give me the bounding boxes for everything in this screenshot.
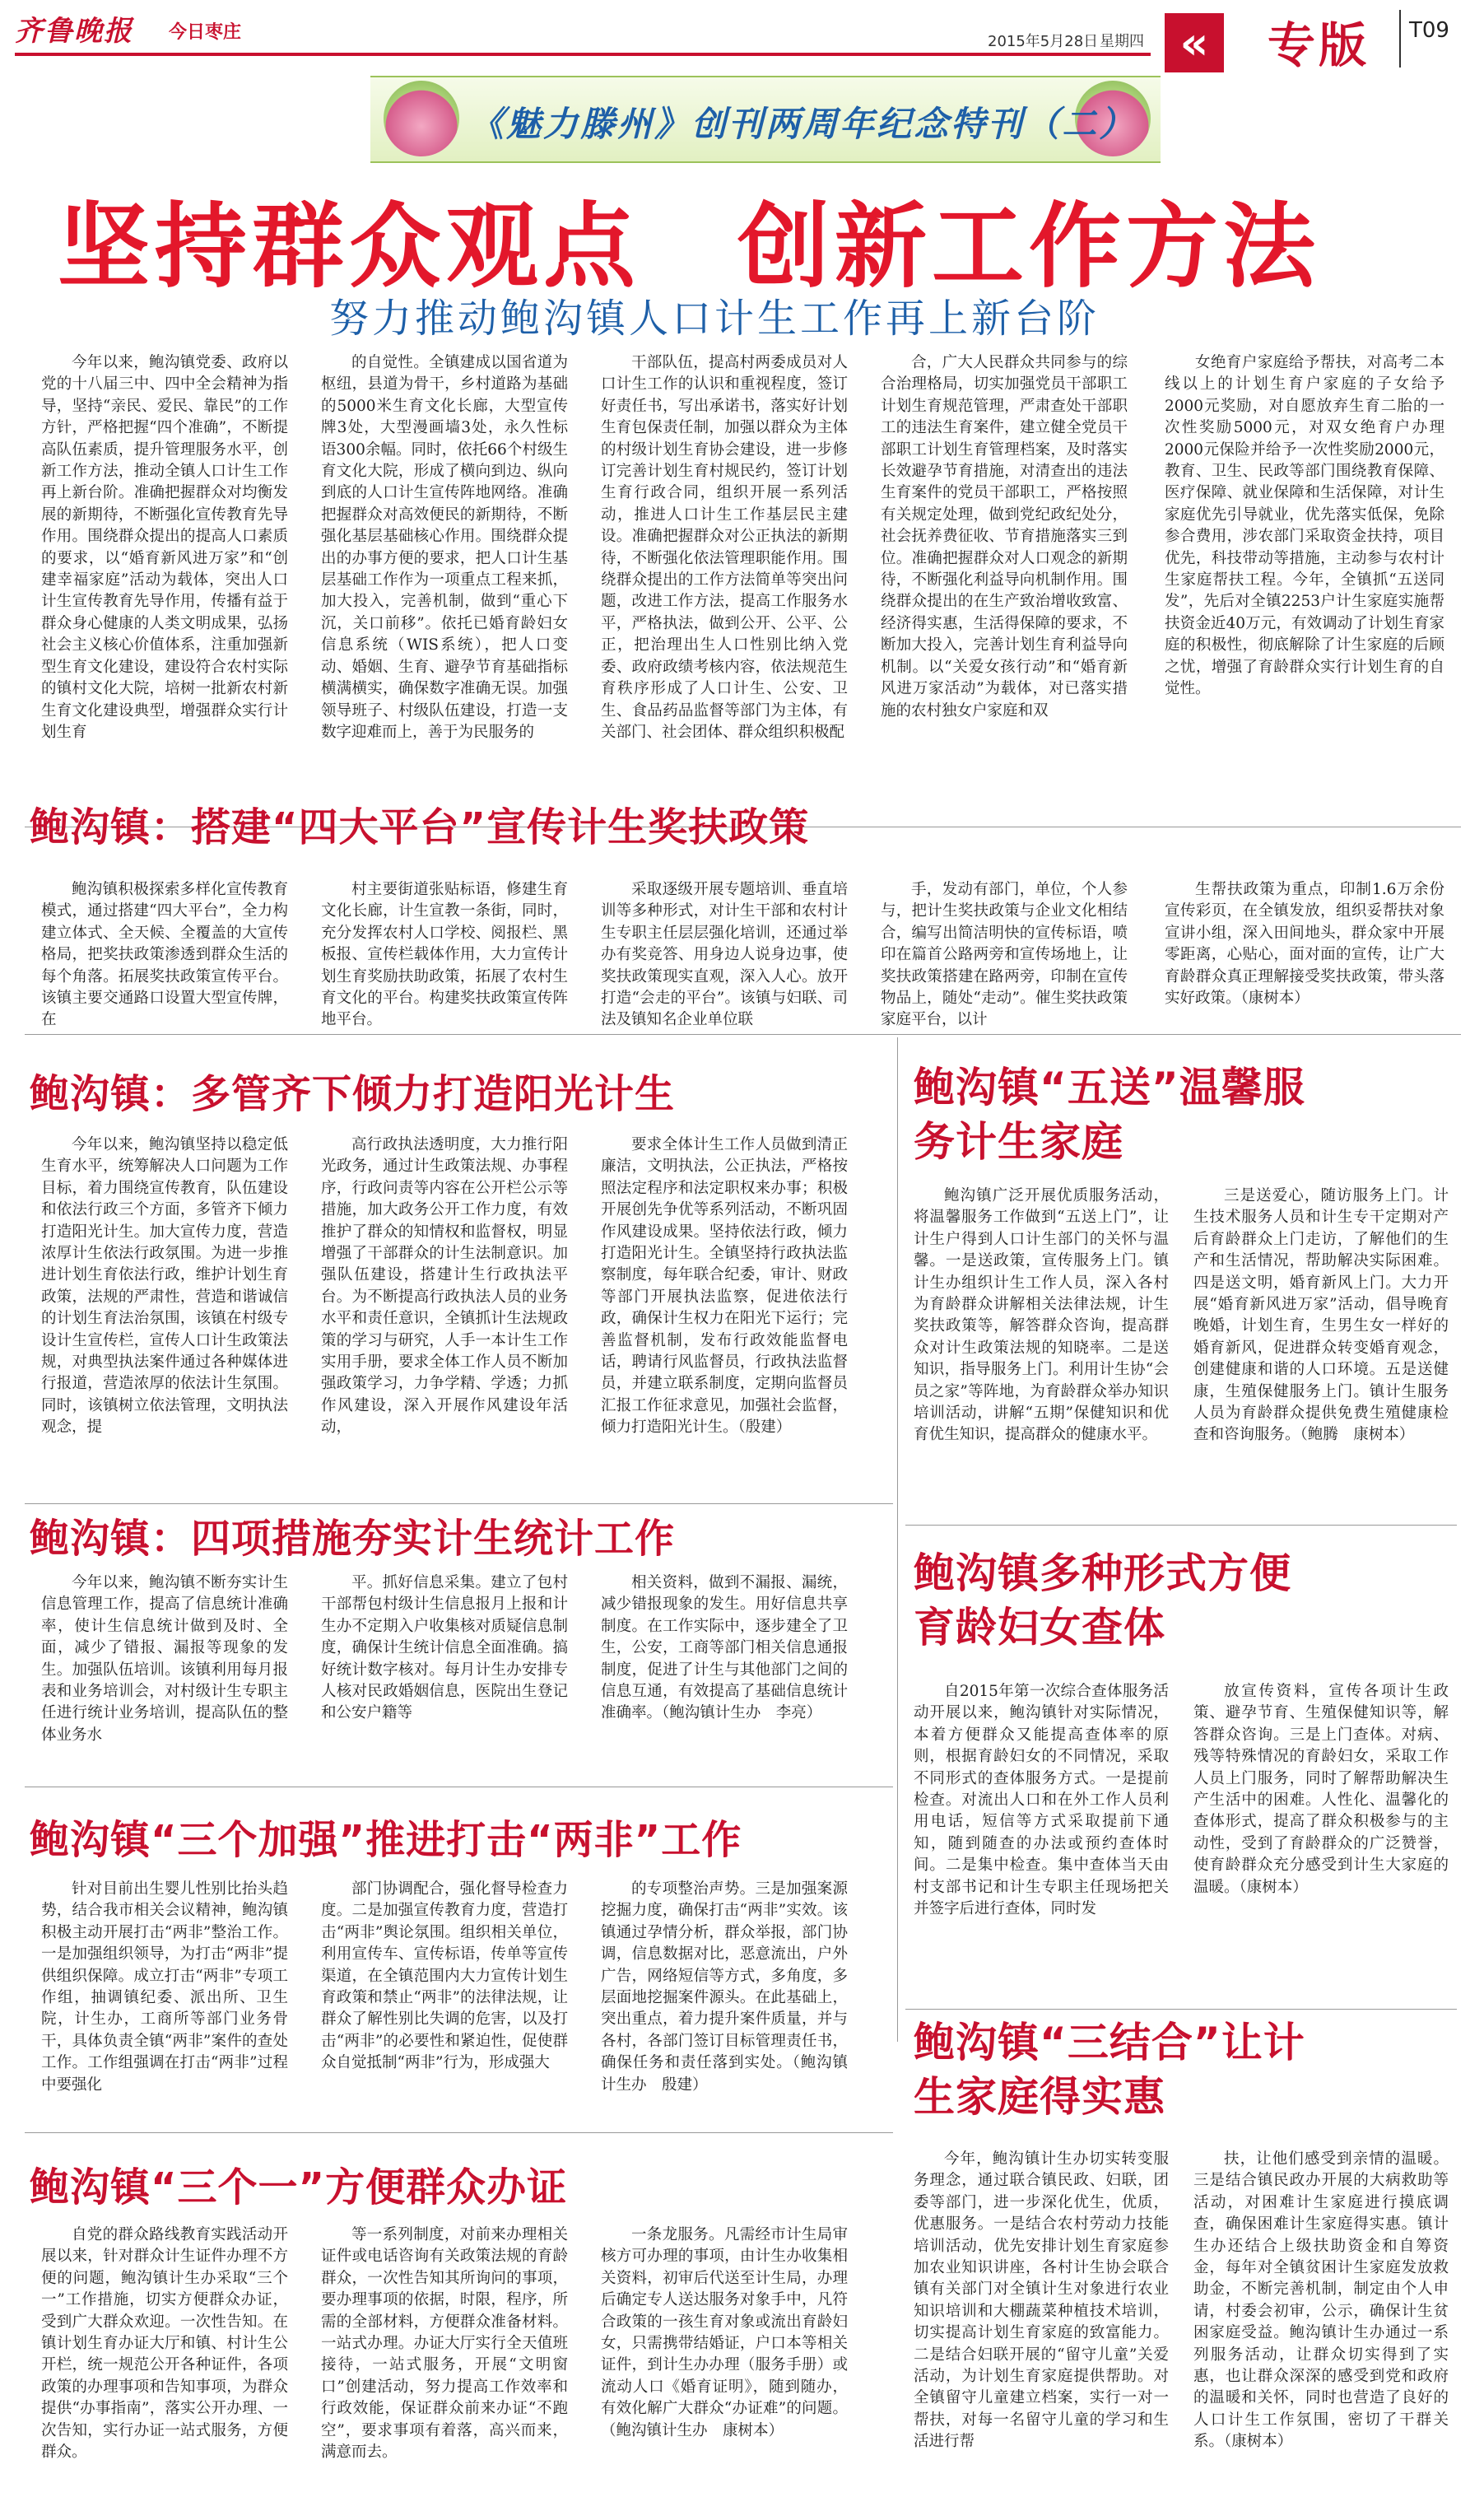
s4-column: 今年以来，鲍沟镇不断夯实计生信息管理工作，提高了信息统计准确率，使计生信息统计做到及时、全面，减少了错报、漏报等现象的发生。加强队伍培训。该镇利用每月报表和业务培训会，对村级计生专职主任进行统计业务培训，提高队伍的整体业务水: [41, 1574, 288, 1744]
sub-headline: 努力推动鲍沟镇人口计生工作再上新台阶: [329, 296, 1100, 342]
section-name: 今日枣庄: [169, 22, 242, 43]
s6-column: 的专项整治声势。三是加强案源挖掘力度，确保打击“两非”实效。该镇通过孕情分析，群众举报，部门协调，信息数据对比，恶意流出，户外广告，网络短信等方式，多角度，多层面地挖掘案件源头。在此基础上，突出重点，着力提升案件质量，并与各村，各部门签订目标管理责任书，确保任务和责任落到实处。（鲍沟镇计生办 殷建）: [601, 1880, 848, 2094]
section-title-five-sends: 鲍沟镇“五送”温馨服务计生家庭: [914, 1064, 1305, 1166]
header-rule: [15, 53, 1151, 56]
special-badge: 专版: [1268, 17, 1370, 73]
s6-column: 部门协调配合，强化督导检查力度。二是加强宣传教育力度，营造打击“两非”舆论氛围。组织相关单位，利用宣传车、宣传标语，传单等宣传渠道，在全镇范围内大力宣传计划生育政策和禁止“两非”的法律法规，让群众了解性别比失调的危害，以及打击“两非”的必要性和紧迫性，促使群众自觉抵制“两非”行为，形成强大: [321, 1880, 568, 2072]
page-number: T09: [1409, 18, 1449, 43]
section-title-checkup: 鲍沟镇多种形式方便育龄妇女查体: [914, 1549, 1291, 1651]
section-rule: [25, 1503, 893, 1504]
s8-column: 等一系列制度，对前来办理相关证件或电话咨询有关政策法规的育龄群众，一次性告知其所询问的事项，要办理事项的依据，时限，程序，所需的全部材料，方便群众准备材料。一站式办理。办证大厅实行全天值班接待，一站式服务，开展“文明窗口”创建活动，努力提高工作效率和行政效能，保证群众前来办证“不跑空”，要求事项有着落，高兴而来，满意而去。: [321, 2226, 568, 2462]
s4-column: 平。抓好信息采集。建立了包村干部帮包村级计生信息报月上报和计生办不定期入户收集核对质疑信息制度，确保计生统计信息全面准确。搞好统计数字核对。每月计生办安排专人核对民政婚姻信息，医院出生登记和公安户籍等: [321, 1574, 568, 1722]
section-rule: [905, 1525, 1457, 1526]
s4-column: 相关资料，做到不漏报、漏统，减少错报现象的发生。用好信息共享制度。在工作实际中，逐步建全了卫生，公安，工商等部门相关信息通报制度，促进了计生与其他部门之间的信息互通，有效提高了基础信息统计准确率。（鲍沟镇计生办 李亮）: [601, 1574, 848, 1722]
s6-column: 针对目前出生婴儿性别比抬头趋势，结合我市相关会议精神，鲍沟镇积极主动开展打击“两非”整治工作。一是加强组织领导，为打击“两非”提供组织保障。成立打击“两非”专项工作组，抽调镇纪委、派出所、卫生院，计生办，工商所等部门业务骨干，具体负责全镇“两非”案件的查处工作。工作组强调在打击“两非”过程中要强化: [41, 1880, 288, 2094]
lead-column: 女绝育户家庭给予帮扶，对高考二本线以上的计划生育户家庭的子女给予2000元奖励，对自愿放弃生育二胎的一次性奖励5000元，对双女绝育户办理2000元保险并给予一次性奖励2000元，教育、卫生、民政等部门围绕教育保障、医疗保障、就业保障和生活保障，对计生家庭优先引导就业，优先落实低保，免除参合费用，涉农部门采取资金扶持，项目优先，科技带动等措施，主动参与农村计生家庭帮扶工程。今年，全镇抓“五送同发”，先后对全镇2253户计生家庭实施帮扶资金近40万元，有效调动了计划生育家庭的积极性，彻底解除了计生家庭的后顾之忧，增强了育龄群众实行计划生育的自觉性。: [1165, 354, 1444, 698]
section-title-three-combinations: 鲍沟镇“三结合”让计生家庭得实惠: [914, 2019, 1305, 2121]
section-title-two-illegal: 鲍沟镇“三个加强”推进打击“两非”工作: [30, 1817, 742, 1863]
section-title-four-platforms: 鲍沟镇：搭建“四大平台”宣传计生奖扶政策: [30, 804, 810, 850]
arrow-mark-icon: «: [1165, 13, 1224, 72]
lead-column: 干部队伍，提高村两委成员对人口计生工作的认识和重视程度，签订好责任书，写出承诺书，落实好计划生育包保责任制，加强以群众为主体的村级计划生育协会建设，进一步修订完善计划生育村规民约，签订计划生育行政合同，组织开展一系列活动，推进人口计生工作基层民主建设。准确把握群众对公正执法的新期待，不断强化依法管理职能作用。围绕群众提出的工作方法简单等突出问题，改进工作方法，提高工作服务水平，严格执法，做到公开、公平、公正，把治理出生人口性别比纳入党委、政府政绩考核内容，依法规范生育秩序形成了人口计生、公安、卫生、食品药品监督等部门为主体，有关部门、社会团体、群众组织积极配: [601, 354, 848, 741]
section-rule: [25, 2132, 893, 2133]
s2-column: 要求全体计生工作人员做到清正廉洁，文明执法，公正执法，严格按照法定程序和法定职权来办事；积极开展创先争优等系列活动，不断巩固作风建设成果。坚持依法行政，倾力打造阳光计生。全镇坚持行政执法监察制度，每年联合纪委，审计、财政等部门开展执法监察，促进依法行政，确保计生权力在阳光下运行；完善监督机制，发布行政效能监督电话，聘请行风监督员，行政执法监督员，并建立联系制度，定期向监督员汇报工作征求意见，加强社会监督，倾力打造阳光计生。（殷建）: [601, 1136, 848, 1437]
section-rule: [25, 1034, 1461, 1035]
s7-column: 扶，让他们感受到亲情的温暖。三是结合镇民政办开展的大病救助等活动，对困难计生家庭进行摸底调查，确保困难计生家庭得实惠。镇计生办还结合上级扶助资金和自筹资金，每年对全镇贫困计生家庭发放救助金，不断完善机制，制定由个人申请，村委会初审，公示，确保计生贫困家庭受益。鲍沟镇计生办通过一系列服务活动，让群众切实得到了实惠，也让群众深深的感受到党和政府的温暖和关怀，同时也营造了良好的人口计生工作氛围，密切了干群关系。（康树本）: [1193, 2150, 1449, 2451]
s8-column: 自党的群众路线教育实践活动开展以来，针对群众计生证件办理不方便的问题，鲍沟镇计生办采取“三个一”工作措施，切实方便群众办证，受到广大群众欢迎。一次性告知。在镇计划生育办证大厅和镇、村计生公开栏，统一规范公开各种证件，各项政策的办理事项和告知事项，为群众提供“办事指南”，落实公开办理、一次告知，实行办证一站式服务，方便群众。: [41, 2226, 288, 2462]
page-divider: [1399, 10, 1401, 68]
s1-column: 手，发动有部门，单位，个人参与，把计生奖扶政策与企业文化相结合，编写出简洁明快的宣传标语，喷印在篇首公路两旁和宣传场地上，让奖扶政策搭建在路两旁，印制在宣传物品上，随处“走动”。催生奖扶政策家庭平台，以计: [881, 881, 1128, 1027]
lead-column: 合，广大人民群众共同参与的综合治理格局，切实加强党员干部职工计划生育规范管理，严肃查处干部职工的违法生育案件，建立健全党员干部职工计划生育管理档案，及时落实长效避孕节育措施，对清查出的违法生育案件的党员干部职工，严格按照有关规定处理，做到党纪政纪处分，社会抚养费征收、节育措施落实三到位。准确把握群众对人口观念的新期待，不断强化利益导向机制作用。围绕群众提出的在生产致治增收致富、经济得实惠，生活得保障的要求，不断加大投入，完善计划生育利益导向机制。以“关爱女孩行动”和“婚育新风进万家活动”为载体，对已落实措施的农村独女户家庭和双: [881, 354, 1128, 720]
s3-column: 三是送爱心，随访服务上门。计生技术服务人员和计生专干定期对产后育龄群众上门走访，了解他们的生产和生活情况，帮助解决实际困难。四是送文明，婚育新风上门。大力开展“婚育新风进万家”活动，倡导晚育晚婚，计划生育，生男生女一样好的婚育新风，促进群众转变婚育观念，创建健康和谐的人口环境。五是送健康，生殖保健服务上门。镇计生服务人员为育龄群众提供免费生殖健康检查和咨询服务。（鲍腾 康树本）: [1193, 1187, 1449, 1444]
s1-column: 采取逐级开展专题培训、垂直培训等多种形式，对计生干部和农村计生专职主任层层强化培训，还通过举办有奖竞答、用身边人说身边事，使奖扶政策现实直观，深入人心。放开打造“会走的平台”。该镇与妇联、司法及镇知名企业单位联: [601, 881, 848, 1027]
s7-column: 今年，鲍沟镇计生办切实转变服务理念，通过联合镇民政、妇联，团委等部门，进一步深化优生，优质，优惠服务。一是结合农村劳动力技能培训活动，优先安排计划生育家庭参加农业知识讲座，各村计生协会联合镇有关部门对全镇计生对象进行农业知识培训和大棚蔬菜种植技术培训，切实提高计划生育家庭的致富能力。二是结合妇联开展的“留守儿童”关爱活动，为计划生育家庭提供帮助。对全镇留守儿童建立档案，实行一对一帮扶，对每一名留守儿童的学习和生活进行帮: [914, 2150, 1169, 2451]
issue-weekday: 星期四: [1100, 33, 1144, 50]
column-rule: [897, 1037, 898, 2042]
s3-column: 鲍沟镇广泛开展优质服务活动，将温馨服务工作做到“五送上门”，让计生户得到人口计生部门的关怀与温馨。一是送政策，宣传服务上门。镇计生办组织计生工作人员，深入各村为育龄群众讲解相关法律法规，计生奖扶政策等，解答群众咨询，提高群众对计生政策法规的知晓率。二是送知识，指导服务上门。利用计生协“会员之家”等阵地，为育龄群众举办知识培训活动，讲解“五期”保健知识和优育优生知识，提高群众的健康水平。: [914, 1187, 1169, 1444]
lotus-icon: [384, 81, 459, 156]
s1-column: 村主要街道张贴标语，修建生育文化长廊，计生宣教一条街，同时，充分发挥农村人口学校、阅报栏、黑板报、宣传栏载体作用，大力宣传计划生育奖励扶助政策，拓展了农村生育文化的平台。构建奖扶政策宣传阵地平台。: [321, 881, 568, 1027]
s1-column: 鲍沟镇积极探索多样化宣传教育模式，通过搭建“四大平台”，全力构建立体式、全天候、全覆盖的大宣传格局，把奖扶政策渗透到群众生活的每个角落。拓展奖扶政策宣传平台。该镇主要交通路口设置大型宣传牌，在: [41, 881, 288, 1027]
lead-column: 今年以来，鲍沟镇党委、政府以党的十八届三中、四中全会精神为指导，坚持“亲民、爱民、靠民”的工作方针，严格把握“四个准确”，不断提高队伍素质，提升管理服务水平，创新工作方法，推动全镇人口计生工作再上新台阶。准确把握群众对均衡发展的新期待，不断强化宣传教育先导作用。围绕群众提出的提高人口素质的要求，以“婚育新风进万家”和“创建幸福家庭”活动为载体，突出人口计生宣传教育先导作用，传播有益于群众身心健康的人类文明成果，弘扬社会主义核心价值体系，注重加强新型生育文化建设，建设符合农村实际的镇村文化大院，培树一批新农村新生育文化建设典型，增强群众实行计划生育: [41, 354, 288, 741]
s5-column: 放宣传资料，宣传各项计生政策、避孕节育、生殖保健知识等，解答群众咨询。三是上门查体。对病、残等特殊情况的育龄妇女，采取工作人员上门服务，同时了解帮助解决生产生活中的困难。人性化、温馨化的查体形式，提高了群众积极参与的主动性，受到了育龄群众的广泛赞誉，使育龄群众充分感受到计生大家庭的温暖。（康树本）: [1193, 1683, 1449, 1896]
section-title-sunshine: 鲍沟镇：多管齐下倾力打造阳光计生: [30, 1071, 676, 1117]
issue-date: 2015年5月28日: [988, 33, 1099, 50]
s1-column: 生帮扶政策为重点，印制1.6万余份宣传彩页，在全镇发放，组织妥帮扶对象宣讲小组，深入田间地头，群众家中开展零距离，心贴心，面对面的宣传，让广大育龄群众真正理解接受奖扶政策，带头落实好政策。（康树本）: [1165, 881, 1444, 1008]
section-rule: [905, 2009, 1457, 2010]
lead-column: 的自觉性。全镇建成以国省道为枢纽，县道为骨干，乡村道路为基础的5000米生育文化长廊，大型宣传牌3处，大型漫画墙3处，永久性标语300余幅。同时，依托66个村级生育文化大院，形成了横向到边、纵向到底的人口计生宣传阵地网络。准确把握群众对高效便民的新期待，不断强化基层基础核心作用。围绕群众提出的办事方便的要求，把人口计生基层基础工作作为一项重点工程来抓，加大投入，完善机制，做到“重心下沉，关口前移”。依托已婚育龄妇女信息系统（WIS系统），把人口变动、婚姻、生育、避孕节育基础指标横满横实，确保数字准确无误。加强领导班子、村级队伍建设，打造一支数字迎难而上，善于为民服务的: [321, 354, 568, 741]
banner-title: 《魅力滕州》创刊两周年纪念特刊（二）: [469, 104, 1137, 144]
section-title-statistics: 鲍沟镇：四项措施夯实计生统计工作: [30, 1516, 676, 1562]
s8-column: 一条龙服务。凡需经市计生局审核方可办理的事项，由计生办收集相关资料，初审后代送至计生局，办理后确定专人送达服务对象手中，凡符合政策的一孩生育对象或流出育龄妇女，只需携带结婚证，户口本等相关证件，到计生办办理（服务手册）或流动人口《婚育证明》，随到随办，有效化解广大群众“办证难”的问题。（鲍沟镇计生办 康树本）: [601, 2226, 848, 2439]
section-title-three-ones: 鲍沟镇“三个一”方便群众办证: [30, 2164, 568, 2211]
s2-column: 高行政执法透明度，大力推行阳光政务，通过计生政策法规、办事程序，行政问责等内容在公开栏公示等措施，加大政务公开工作力度，有效推护了群众的知情权和监督权，明显增强了干部群众的计生法制意识。加强队伍建设，搭建计生行政执法平台。为不断提高行政执法人员的业务水平和责任意识，全镇抓计生法规政策的学习与研究，人手一本计生工作实用手册，要求全体工作人员不断加强政策学习，力争学精、学透；力抓作风建设，深入开展作风建设年活动，: [321, 1136, 568, 1437]
s2-column: 今年以来，鲍沟镇坚持以稳定低生育水平，统筹解决人口问题为工作目标，着力围绕宣传教育，队伍建设和依法行政三个方面，多管齐下倾力打造阳光计生。加大宣传力度，营造浓厚计生依法行政氛围。为进一步推进计划生育依法行政，维护计划生育政策，法规的严肃性，营造和谐诚信的计划生育法治氛围，该镇在村级专设计生宣传栏，宣传人口计生政策法规，对典型执法案件通过各种媒体进行报道，营造浓厚的依法计生氛围。同时，该镇树立依法管理，文明执法观念，提: [41, 1136, 288, 1437]
s5-column: 自2015年第一次综合查体服务活动开展以来，鲍沟镇针对实际情况，本着方便群众又能提高查体率的原则，根据育龄妇女的不同情况，采取不同形式的查体服务方式。一是提前检查。对流出人口和在外工作人员利用电话，短信等方式采取提前下通知，随到随查的办法或预约查体时间。二是集中检查。集中查体当天由村支部书记和计生专职主任现场把关并签字后进行查体，同时发: [914, 1683, 1169, 1918]
paper-logo: 齐鲁晚报: [15, 15, 133, 48]
main-headline: 坚持群众观点 创新工作方法: [58, 193, 1320, 300]
